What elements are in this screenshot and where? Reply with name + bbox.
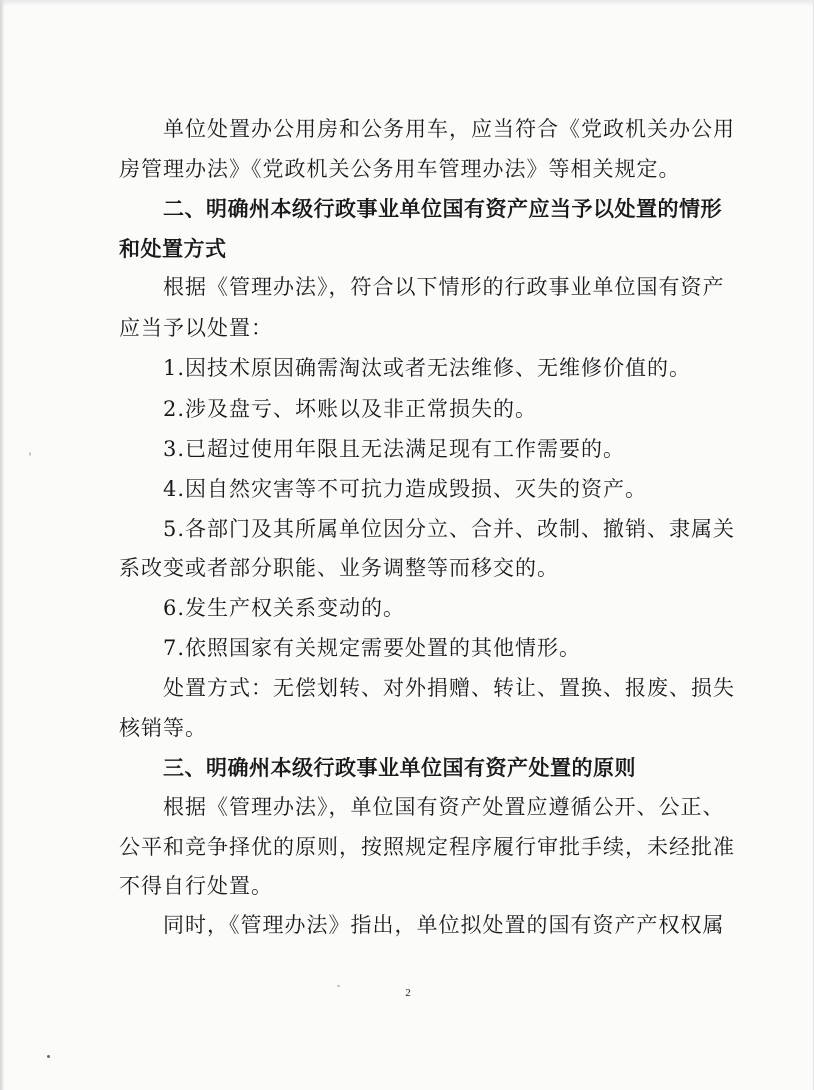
list-item-6: 6.发生产权关系变动的。 (163, 596, 406, 620)
list-item-1: 1.因技术原因确需淘汰或者无法维修、无维修价值的。 (163, 356, 692, 380)
disposal-methods-line-2: 核销等。 (119, 716, 207, 740)
principle-line-2: 公平和竞争择优的原则，按照规定程序履行审批手续，未经批准 (119, 835, 735, 859)
principle-line-3: 不得自行处置。 (119, 874, 273, 898)
section-heading-2-line-2: 和处置方式 (119, 237, 227, 261)
scan-speck (29, 452, 31, 456)
paragraph-line-5: 根据《管理办法》，符合以下情形的行政事业单位国有资产 (163, 275, 725, 299)
list-item-5-line-2: 系改变或者部分职能、业务调整等而移交的。 (119, 556, 559, 580)
final-paragraph-line: 同时，《管理办法》指出，单位拟处置的国有资产产权权属 (163, 913, 725, 937)
list-item-5-line-1: 5.各部门及其所属单位因分立、合并、改制、撤销、隶属关 (163, 517, 736, 541)
scan-edge-left (1, 0, 5, 1090)
section-heading-2-line-1: 二、明确州本级行政事业单位国有资产应当予以处置的情形 (163, 197, 722, 221)
page-number: 2 (405, 987, 411, 999)
list-item-3: 3.已超过使用年限且无法满足现有工作需要的。 (163, 437, 626, 461)
paragraph-line-6: 应当予以处置： (119, 316, 273, 340)
list-item-2: 2.涉及盘亏、坏账以及非正常损失的。 (163, 397, 538, 421)
scan-speck (47, 1055, 50, 1058)
scan-edge-top (1, 0, 814, 6)
paragraph-line-1: 单位处置办公用房和公务用车，应当符合《党政机关办公用 (163, 117, 735, 141)
disposal-methods-line-1: 处置方式：无偿划转、对外捐赠、转让、置换、报废、损失 (163, 676, 735, 700)
paragraph-line-2: 房管理办法》《党政机关公务用车管理办法》等相关规定。 (119, 157, 681, 181)
section-heading-3: 三、明确州本级行政事业单位国有资产处置的原则 (163, 756, 636, 780)
principle-line-1: 根据《管理办法》，单位国有资产处置应遵循公开、公正、 (163, 795, 725, 819)
scan-speck (337, 985, 340, 987)
list-item-4: 4.因自然灾害等不可抗力造成毁损、灭失的资产。 (163, 477, 648, 501)
list-item-7: 7.依照国家有关规定需要处置的其他情形。 (163, 636, 582, 660)
